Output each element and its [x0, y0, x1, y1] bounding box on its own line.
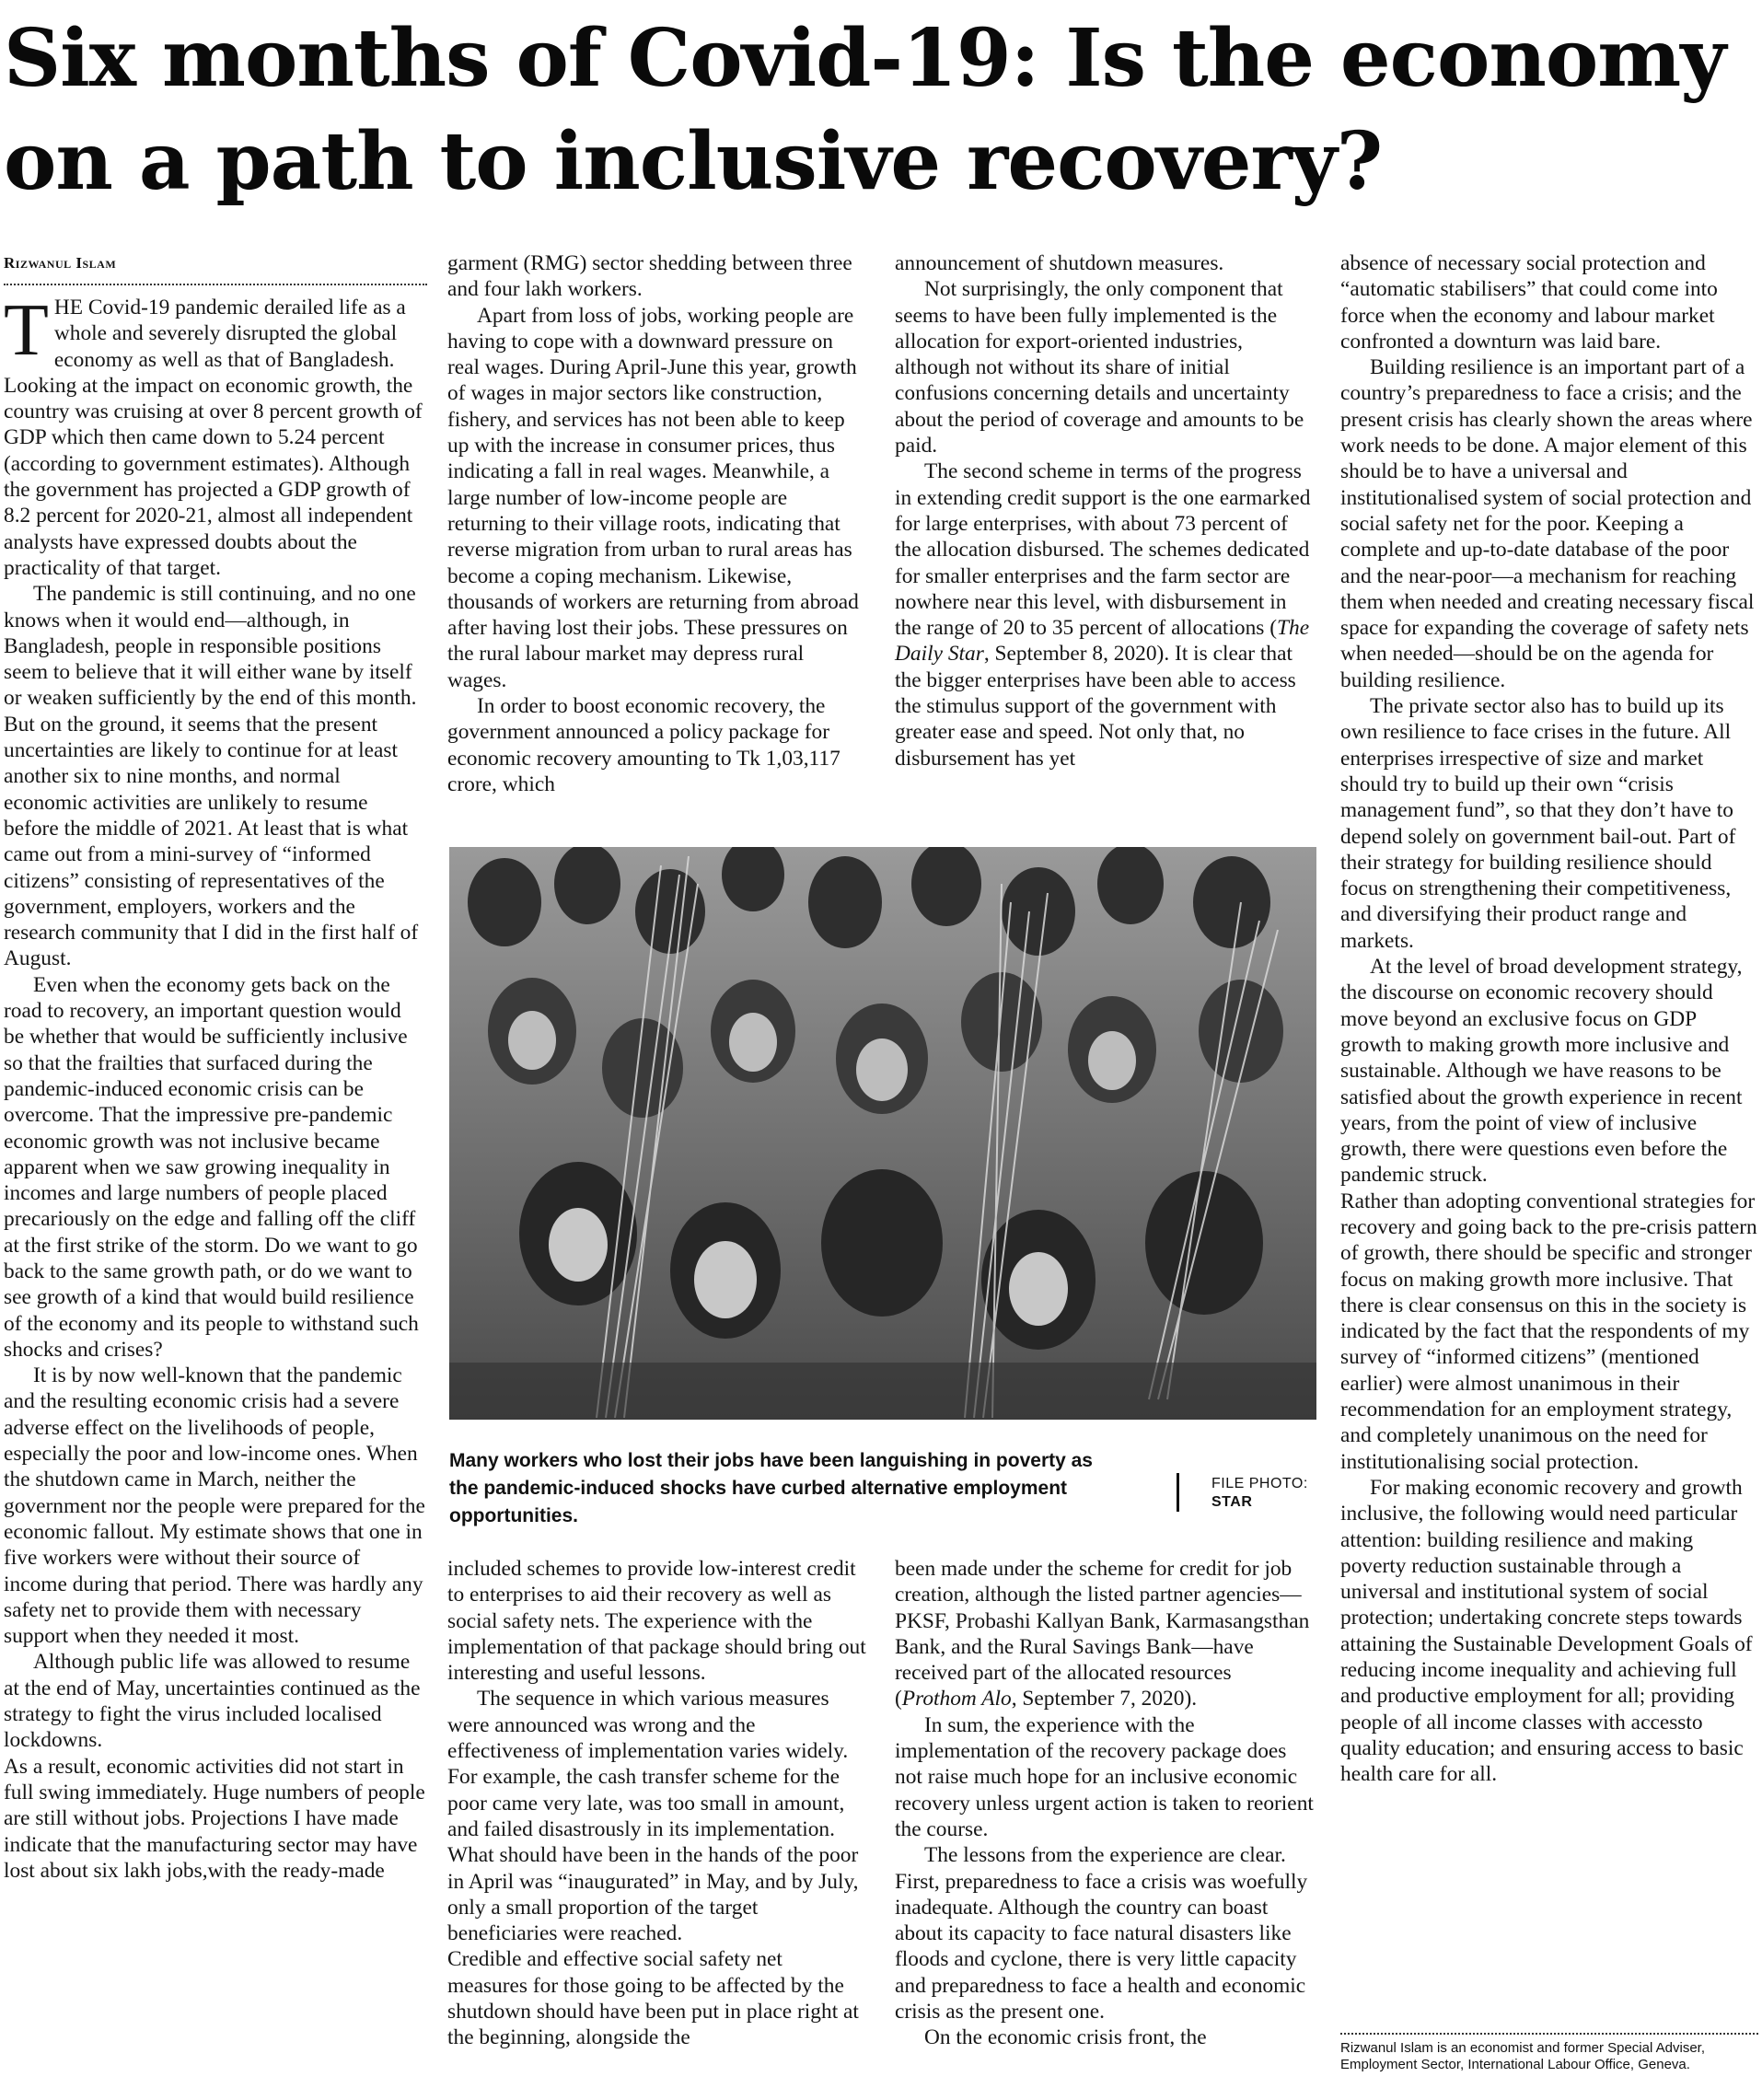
paragraph: The sequence in which various measures were announced was wrong and the effectiveness of implementation varies widely. For example, the cash transfer scheme for the poor came very late, was too small in amount, and failed disastrously in its implementation. What should have been in the hands of the poor in April was “inaugurated” in May, and by July, only a small proportion of the target beneficiaries were reached. — [447, 1687, 859, 1946]
paragraph: In order to boost economic recovery, the government announced a policy package for economic recovery amounting to Tk 1,03,117 crore, which — [447, 694, 840, 796]
paragraph: It is by now well-known that the pandemic and the resulting economic crisis had a severe adverse effect on the livelihoods of people, especially the poor and low-income ones. When the shutdown came in March, neither the government nor the people were prepared for the economic fallout. My estimate shows that one in five workers were without their source of income during that period. There was hardly any safety net to provide them with necessary support when they needed it most. — [4, 1363, 425, 1649]
paragraph: garment (RMG) sector shedding between three and four lakh workers. — [447, 251, 852, 302]
crowd-illustration — [449, 847, 1316, 1420]
paragraph: Although public life was allowed to resume at the end of May, uncertainties continued as the strategy to fight the virus included localised lockdowns. — [4, 1650, 421, 1753]
paragraph: In sum, the experience with the implementation of the recovery package does not raise much hope for an inclusive economic recovery unless urgent action is taken to reorient the course. — [895, 1712, 1314, 1841]
paragraph: On the economic crisis front, the — [924, 2025, 1207, 2050]
paragraph: Apart from loss of jobs, working people are having to cope with a downward pressure on real wages. During April-June this year, growth of wages in major sectors like construction, fishery, and services has not been able to keep up with the increase in consumer prices, thus indicating a fall in real wages. Meanwhile, a large number of low-income people are returning to their village roots, indicating that reverse migration from urban to rural areas has become a coping mechanism. Likewise, thousands of workers are returning from abroad after having lost their jobs. These pressures on the rural labour market may depress rural wages. — [447, 303, 859, 692]
paragraph: Building resilience is an important part of a country’s preparedness to face a crisis; and the present crisis has clearly shown the areas where work needs to be done. A major element of this should be to have a universal and institutionalised system of social protection and social safety net for the poor. Keeping a complete and up-to-date database of the poor and the near-poor—a mechanism for reaching them when needed and creating necessary fiscal space for expanding the coverage of safety nets when needed—should be on the agenda for building resilience. — [1340, 355, 1755, 692]
paragraph: Not surprisingly, the only component that seems to have been fully implemented is the allocation for export-oriented industries, although not without its share of initial confusions concerning details and uncertainty about the period of coverage and amounts to be paid. — [895, 277, 1304, 458]
headline — [4, 7, 1758, 214]
author-bio: Rizwanul Islam is an economist and former Special Adviser, Employment Sector, International Labour Office, Geneva. — [1340, 2040, 1706, 2072]
paragraph: absence of necessary social protection and “automatic stabilisers” that could come into force when the economy and labour market confronted a downturn was laid bare. — [1340, 251, 1718, 354]
credit-divider — [1177, 1473, 1179, 1512]
photo-caption: Many workers who lost their jobs have been languishing in poverty as the pandemic-induced shocks have curbed alternative employment opportunities. — [449, 1450, 1093, 1526]
paragraph: At the level of broad development strategy, the discourse on economic recovery should move beyond an exclusive focus on GDP growth to making growth more inclusive and sustainable. Although we have reasons to be satisfied about the growth experience in recent years, from the point of view of inclusive growth, there were questions even before the pandemic struck. — [1340, 955, 1743, 1188]
paragraph: announcement of shutdown measures. — [895, 251, 1224, 275]
paragraph: The second scheme in terms of the progress in extending credit support is the one earmarked for large enterprises, with about 73 percent of the allocation disbursed. The schemes dedicated for smaller enterprises and the farm sector are nowhere near this level, with disbursement in the range of 20 to 35 percent of allocations (The Daily Star, September 8, 2020). It is clear that the bigger enterprises have been able to access the stimulus support of the government with greater ease and speed. Not only that, no disbursement has yet — [895, 459, 1311, 771]
paragraph: The private sector also has to build up its own resilience to face crises in the future. All enterprises irrespective of size and market should try to build up their own “crisis management fund”, so that they don’t have to depend solely on government bail-out. Part of their strategy for building resilience should focus on strengthening their competitiveness, and diversifying their product range and markets. — [1340, 694, 1736, 953]
paragraph: Even when the economy gets back on the road to recovery, an important question would be whether that would be sufficiently inclusive so that the frailties that surfaced during the pandemic-induced economic crisis can be overcome. That the impressive pre-pandemic economic growth was not inclusive became apparent when we saw growing inequality in incomes and large numbers of people placed precariously on the edge and falling off the cliff at the first strike of the storm. Do we want to go back to the same growth path, or do we want to see growth of a kind that would build resilience of the economy and its people to withstand such shocks and crises? — [4, 972, 419, 1362]
protest-photo — [449, 847, 1316, 1420]
paragraph: The lessons from the experience are clear. First, preparedness to face a crisis was woefully inadequate. Although the country can boast about its capacity to face natural disasters like floods and cyclone, there is very little capacity and preparedness to face a health and economic crisis as the present one. — [895, 1843, 1308, 2025]
bio-divider — [1340, 2033, 1758, 2035]
paragraph: been made under the scheme for credit for job creation, although the listed partner agencies—PKSF, Probashi Kallyan Bank, Karmasangsthan Bank, and the Rural Savings Bank—have received part of the allocated resources (Prothom Alo, September 7, 2020). — [895, 1557, 1310, 1711]
column-2-upper — [447, 250, 867, 797]
paragraph: For making economic recovery and growth inclusive, the following would need particular attention: building resilience and making poverty reduction sustainable through a universal and institutional system of social protection; undertaking concrete steps towards attaining the Sustainable Development Goals of reducing income inequality and achieving full and productive employment for all; providing people of all income classes with accessto quality education; and ensuring access to basic health care for all. — [1340, 1475, 1753, 1787]
column-4 — [1340, 250, 1758, 1788]
column-3-lower — [895, 1556, 1315, 2051]
paragraph: included schemes to provide low-interest credit to enterprises to aid their recovery as well as social safety nets. The experience with the implementation of that package should bring out interesting and useful lessons. — [447, 1557, 866, 1686]
paragraph: The pandemic is still continuing, and no one knows when it would end—although, in Bangladesh, people in responsible positions seem to believe that it will either wane by itself or weaken sufficiently by the end of this month. But on the ground, it seems that the present uncertainties are likely to continue for at least another six to nine months, and normal economic activities are unlikely to resume before the middle of 2021. At least that is what came out from a mini-survey of “informed citizens” consisting of representatives of the government, employers, workers and the research community that I did in the first half of August. — [4, 582, 419, 971]
column-3-upper — [895, 250, 1315, 772]
headline-line-1: Six months of Covid-19: Is the economy — [4, 12, 1726, 105]
paragraph: As a result, economic activities did not start in full swing immediately. Huge numbers of people are still without jobs. Projections I have made indicate that the manufacturing sector may have lost about six lakh jobs,with the ready-made — [4, 1754, 425, 1883]
column-2-lower — [447, 1556, 867, 2051]
column-1 — [4, 290, 425, 1884]
byline-divider — [4, 284, 427, 285]
paragraph: Credible and effective social safety net measures for those going to be affected by the shutdown should have been put in place right at the beginning, alongside the — [447, 1947, 859, 2050]
source-citation: The Daily Star — [895, 616, 1310, 667]
drop-cap: T — [4, 290, 49, 371]
byline: Rizwanul Islam — [4, 254, 117, 272]
source-citation: Prothom Alo — [901, 1687, 1012, 1711]
paragraph: Rather than adopting conventional strategies for recovery and going back to the pre-crisis pattern of growth, there should be specific and stronger focus on making growth more inclusive. That there is clear consensus on this in the society is indicated by the fact that the respondents of my survey of “informed citizens” (mentioned earlier) were almost unanimous in their recommendation for an employment strategy, and completely unanimous on the need for institutionalising social protection. — [1340, 1189, 1757, 1474]
headline-line-2: on a path to inclusive recovery? — [4, 115, 1383, 208]
photo-credit: FILE PHOTO: STAR — [1211, 1476, 1308, 1510]
paragraph: THE Covid-19 pandemic derailed life as a whole and severely disrupted the global economy as well as that of Bangladesh. Looking at the impact on economic growth, the country was cruising at over 8 percent growth of GDP which then came down to 5.24 percent (according to government estimates). Although the government has projected a GDP growth of 8.2 percent for 2020-21, almost all independent analysts have expressed doubts about the practicality of that target. — [4, 290, 423, 580]
